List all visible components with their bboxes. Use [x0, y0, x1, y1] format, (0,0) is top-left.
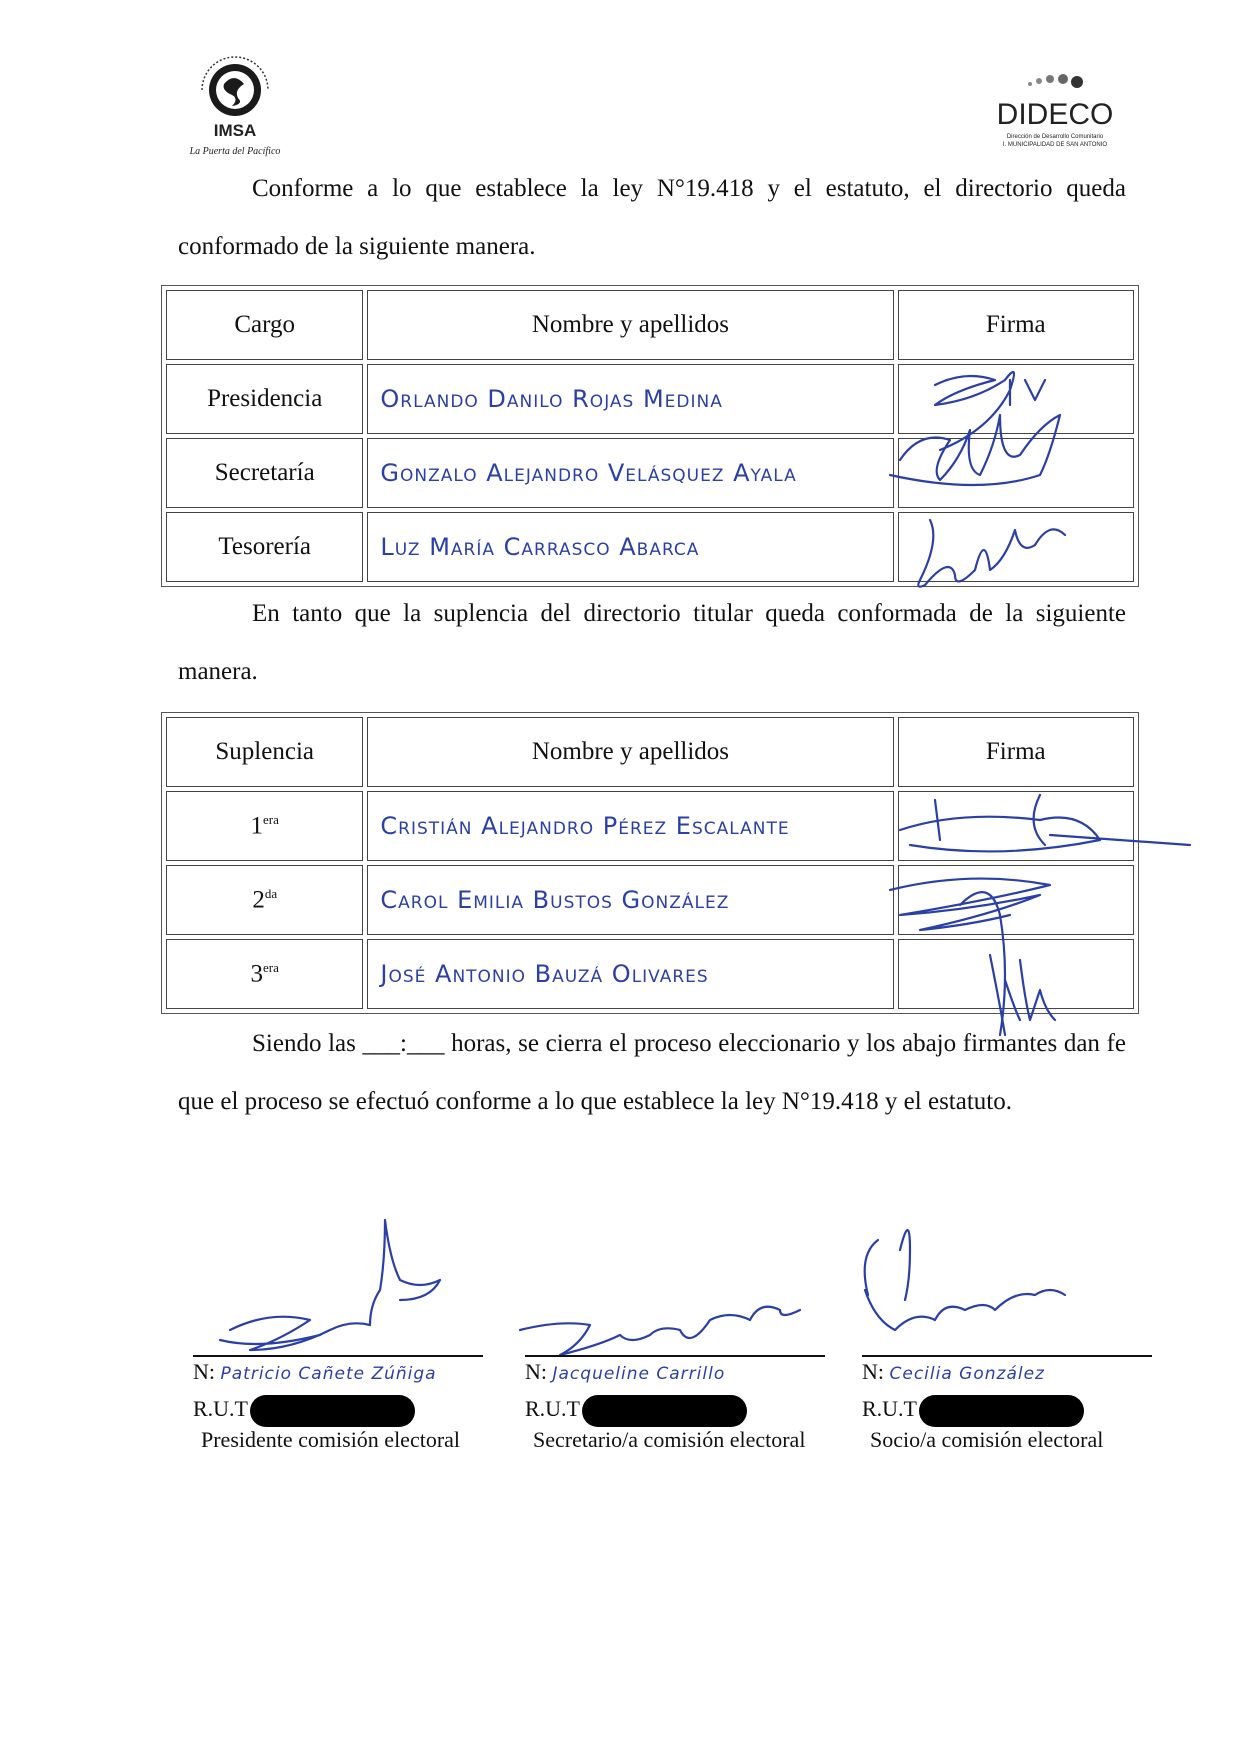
redacted-rut	[250, 1395, 415, 1427]
table-row	[166, 364, 1134, 434]
firma-cell	[898, 438, 1135, 508]
orden-cell	[166, 791, 363, 861]
n-label: N:	[193, 1359, 215, 1384]
header-cargo: Cargo	[166, 290, 363, 360]
orden-suffix: era	[263, 959, 279, 975]
signature-line	[525, 1355, 825, 1357]
orden-num: 1	[250, 812, 264, 840]
nombre-cell: Gonzalo Alejandro Velásquez Ayala	[367, 438, 893, 508]
firmante-rol: Presidente comisión electoral	[201, 1427, 461, 1452]
firma-cell	[898, 364, 1135, 434]
suplencia-table	[161, 712, 1139, 1014]
signature-comision-3	[865, 1230, 1065, 1330]
firmante-rut-line	[525, 1395, 747, 1427]
dideco-name: DIDECO	[996, 98, 1114, 131]
firmante-name-line	[862, 1359, 1045, 1385]
rut-label: R.U.T	[862, 1396, 917, 1422]
nombre-cell: Luz María Carrasco Abarca	[367, 512, 893, 582]
firmante-name-line	[525, 1359, 725, 1385]
nombre-cell: Cristián Alejandro Pérez Escalante	[367, 791, 893, 861]
firmante-nombre: Jacqueline Carrillo	[552, 1364, 726, 1384]
table-row	[166, 791, 1134, 861]
signature-comision-1	[220, 1220, 440, 1350]
firma-cell	[898, 512, 1135, 582]
cargo-cell: Secretaría	[166, 438, 363, 508]
firmante-name-line	[193, 1359, 437, 1385]
firma-cell	[898, 791, 1135, 861]
header-nombre: Nombre y apellidos	[367, 717, 893, 787]
imsa-name: IMSA	[213, 121, 257, 140]
header-suplencia: Suplencia	[166, 717, 363, 787]
header-firma: Firma	[898, 717, 1135, 787]
firmante-nombre: Cecilia González	[889, 1364, 1045, 1384]
rut-label: R.U.T	[525, 1396, 580, 1422]
header-firma: Firma	[898, 290, 1135, 360]
redacted-rut	[919, 1395, 1084, 1427]
intro-paragraph: Conforme a lo que establece la ley N°19.418 y el estatuto, el directorio queda conformado de la siguiente manera.	[178, 175, 1126, 260]
closing-paragraph: Siendo las ___:___ horas, se cierra el proceso eleccionario y los abajo firmantes dan fe que el proceso se efectuó conforme a lo que establece la ley N°19.418 y el estatuto.	[178, 1030, 1126, 1115]
firmante-rut-line	[193, 1395, 415, 1427]
firmante-rut-line	[862, 1395, 1084, 1427]
table-row	[166, 865, 1134, 935]
dideco-line1: Dirección de Desarrollo Comunitario	[1006, 134, 1104, 140]
table-header-row	[166, 290, 1134, 360]
orden-cell	[166, 865, 363, 935]
orden-num: 3	[250, 960, 264, 988]
dideco-line2: I. MUNICIPALIDAD DE SAN ANTONIO	[1002, 142, 1108, 148]
header-nombre: Nombre y apellidos	[367, 290, 893, 360]
firma-cell	[898, 939, 1135, 1009]
imsa-logo	[160, 48, 310, 163]
nombre-cell: Orlando Danilo Rojas Medina	[367, 364, 893, 434]
firma-cell	[898, 865, 1135, 935]
nombre-cell: José Antonio Bauzá Olivares	[367, 939, 893, 1009]
dideco-logo	[985, 70, 1125, 160]
signature-comision-2	[520, 1307, 800, 1355]
n-label: N:	[862, 1359, 884, 1384]
firmante-rol: Secretario/a comisión electoral	[533, 1427, 806, 1452]
table-row	[166, 512, 1134, 582]
table-row	[166, 438, 1134, 508]
redacted-rut	[582, 1395, 747, 1427]
directorio-table	[161, 285, 1139, 587]
rut-label: R.U.T	[193, 1396, 248, 1422]
imsa-tagline: La Puerta del Pacífico	[189, 146, 281, 157]
table-header-row	[166, 717, 1134, 787]
orden-suffix: era	[263, 811, 279, 827]
signature-line	[862, 1355, 1152, 1357]
n-label: N:	[525, 1359, 547, 1384]
firmante-nombre: Patricio Cañete Zúñiga	[220, 1364, 437, 1384]
orden-suffix: da	[264, 885, 278, 901]
orden-cell	[166, 939, 363, 1009]
cargo-cell: Presidencia	[166, 364, 363, 434]
firmante-rol: Socio/a comisión electoral	[870, 1427, 1104, 1452]
cargo-cell: Tesorería	[166, 512, 363, 582]
suplencia-paragraph: En tanto que la suplencia del directorio titular queda conformada de la siguiente manera.	[178, 600, 1126, 685]
nombre-cell: Carol Emilia Bustos González	[367, 865, 893, 935]
orden-num: 2	[252, 886, 265, 914]
signature-line	[193, 1355, 483, 1357]
table-row	[166, 939, 1134, 1009]
